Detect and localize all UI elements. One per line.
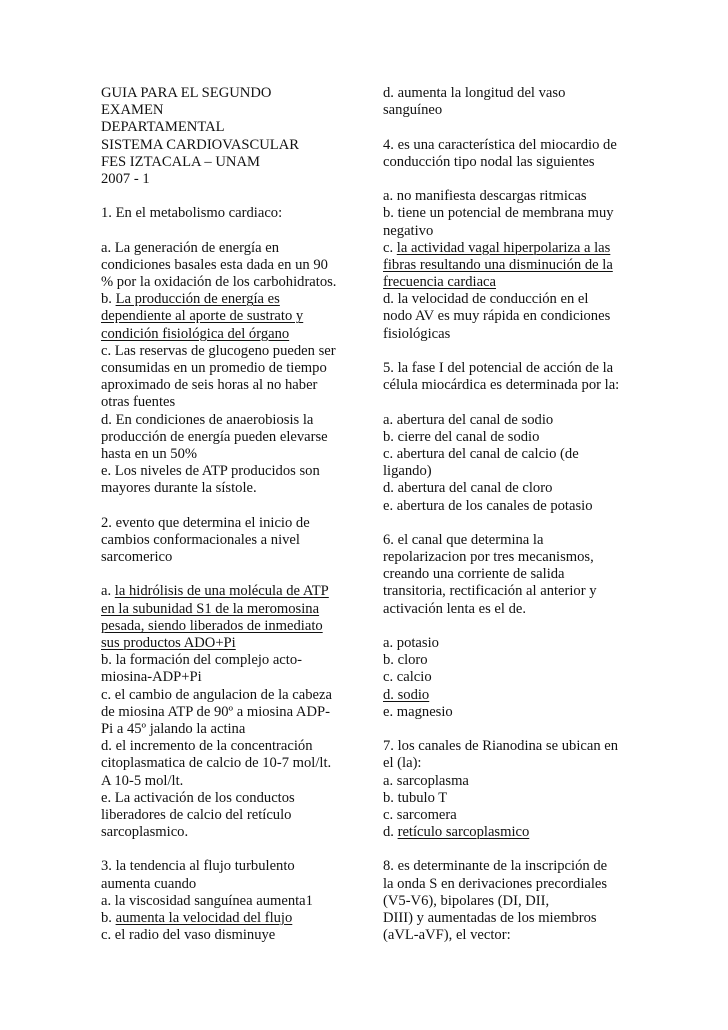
option-prefix: c. (383, 239, 397, 256)
text-line (383, 755, 633, 772)
line-text: 2. evento que determina el inicio de (101, 514, 310, 531)
blank-line (383, 721, 633, 738)
line-text: DEPARTAMENTAL (101, 119, 225, 136)
underlined-answer-text: en la subunidad S1 de la meromosina (101, 600, 320, 617)
line-text: DIII) y aumentadas de los miembros (383, 910, 597, 926)
underlined-answer-text: sus productos ADO+Pi (101, 635, 236, 651)
underlined-answer-text: aumenta la velocidad del flujo (115, 910, 293, 926)
text-line (101, 669, 351, 686)
text-line (101, 171, 351, 188)
text-line (101, 721, 351, 738)
blank-line (383, 618, 633, 635)
text-line (383, 102, 633, 119)
text-line (101, 652, 351, 669)
line-text: c. el radio del vaso disminuye (101, 927, 276, 944)
text-line (383, 291, 633, 308)
line-text: b. tiene un potencial de membrana muy (383, 205, 614, 222)
line-text: producción de energía pueden elevarse (101, 428, 328, 445)
line-text: 5. la fase I del potencial de acción de la (383, 360, 614, 376)
text-line (383, 773, 633, 790)
left-text-column (101, 85, 351, 944)
line-text: aproximado de seis horas al no haber (101, 377, 318, 394)
line-text: negativo (383, 222, 434, 239)
line-text: otras fuentes (101, 394, 176, 411)
text-line (101, 635, 351, 652)
text-line (383, 583, 633, 600)
text-line (383, 824, 633, 841)
text-line (383, 377, 633, 394)
blank-line (383, 119, 633, 136)
text-line (383, 429, 633, 446)
line-text: el (la): (383, 755, 422, 772)
line-text: a. sarcoplasma (383, 772, 469, 789)
text-line (383, 807, 633, 824)
line-text: 4. es una característica del miocardio de (383, 136, 617, 153)
text-line (101, 618, 351, 635)
text-line (101, 360, 351, 377)
text-line (101, 343, 351, 360)
text-line (101, 240, 351, 257)
option-prefix: a. (101, 583, 115, 600)
text-line (383, 876, 633, 893)
blank-line (101, 498, 351, 515)
line-text: condiciones basales esta dada en un 90 (101, 256, 328, 273)
line-text: e. abertura de los canales de potasio (383, 497, 593, 514)
line-text: fisiológicas (383, 325, 451, 342)
line-text: d. el incremento de la concentración (101, 738, 313, 755)
text-line (383, 274, 633, 291)
text-line (383, 154, 633, 171)
text-line (101, 807, 351, 824)
line-text: A 10-5 mol/lt. (101, 772, 184, 789)
line-text: miosina-ADP+Pi (101, 669, 202, 686)
line-text: e. La activación de los conductos (101, 789, 295, 806)
text-line (101, 154, 351, 171)
line-text: sarcomerico (101, 549, 173, 566)
underlined-answer-text: la hidrólisis de una molécula de ATP (114, 583, 329, 600)
line-text: sarcoplasmico. (101, 824, 189, 841)
text-line (383, 669, 633, 686)
text-line (101, 463, 351, 480)
text-line (383, 790, 633, 807)
line-text: nodo AV es muy rápida en condiciones (383, 308, 611, 325)
text-line (383, 498, 633, 515)
line-text: mayores durante la sístole. (101, 480, 257, 497)
line-text: consumidas en un promedio de tiempo (101, 360, 327, 376)
line-text: FES IZTACALA – UNAM (101, 153, 260, 170)
line-text: transitoria, rectificación al anterior y (383, 583, 597, 600)
text-line (101, 85, 351, 102)
text-line (383, 137, 633, 154)
text-line (101, 910, 351, 927)
underlined-answer-text: La producción de energía es (115, 291, 280, 308)
text-line (383, 910, 633, 927)
line-text: d. abertura del canal de cloro (383, 480, 553, 497)
line-text: (V5-V6), bipolares (DI, DII, (383, 892, 550, 909)
line-text: EXAMEN (101, 102, 164, 119)
blank-line (101, 223, 351, 240)
line-text: activación lenta es el de. (383, 600, 527, 617)
blank-line (383, 343, 633, 360)
line-text: a. no manifiesta descargas ritmicas (383, 188, 587, 205)
blank-line (101, 566, 351, 583)
text-line (383, 687, 633, 704)
line-text: Pi a 45º jalando la actina (101, 720, 246, 737)
text-line (383, 601, 633, 618)
text-line (383, 360, 633, 377)
text-line (101, 790, 351, 807)
blank-line (383, 394, 633, 411)
line-text: la onda S en derivaciones precordiales (383, 875, 608, 892)
text-line (101, 532, 351, 549)
text-line (101, 601, 351, 618)
text-line (383, 446, 633, 463)
text-line (101, 858, 351, 875)
line-text: 2007 - 1 (101, 170, 150, 187)
text-line (101, 291, 351, 308)
line-text: c. Las reservas de glucogeno pueden ser (101, 342, 336, 359)
text-line (101, 377, 351, 394)
text-line (383, 463, 633, 480)
text-line (383, 532, 633, 549)
underlined-answer-text: d. sodio (383, 686, 430, 703)
underlined-answer-text: retículo sarcoplasmico (397, 824, 530, 841)
text-line (101, 549, 351, 566)
underlined-answer-text: condición fisiológica del órgano (101, 325, 290, 342)
text-line (101, 704, 351, 721)
text-line (383, 412, 633, 429)
text-line (101, 927, 351, 944)
line-text: liberadores de calcio del retículo (101, 806, 292, 823)
line-text: 7. los canales de Rianodina se ubican en (383, 738, 619, 755)
text-line (101, 429, 351, 446)
line-text: SISTEMA CARDIOVASCULAR (101, 136, 299, 153)
text-line (101, 738, 351, 755)
text-line (101, 755, 351, 772)
text-line (101, 773, 351, 790)
blank-line (101, 841, 351, 858)
text-line (101, 446, 351, 463)
line-text: b. cloro (383, 652, 428, 669)
text-line (101, 893, 351, 910)
text-line (101, 480, 351, 497)
line-text: d. En condiciones de anaerobiosis la (101, 411, 314, 428)
text-line (383, 240, 633, 257)
line-text: e. magnesio (383, 703, 453, 720)
line-text: % por la oxidación de los carbohidratos. (101, 274, 337, 291)
line-text: c. el cambio de angulacion de la cabeza (101, 686, 332, 703)
line-text: c. calcio (383, 669, 432, 686)
line-text: d. la velocidad de conducción en el (383, 291, 589, 308)
blank-line (383, 171, 633, 188)
option-prefix: b. (101, 291, 116, 308)
line-text: cambios conformacionales a nivel (101, 531, 300, 548)
line-text: d. aumenta la longitud del vaso (383, 85, 566, 101)
text-line (383, 85, 633, 102)
underlined-answer-text: fibras resultando una disminución de la (383, 256, 613, 273)
text-line (101, 824, 351, 841)
line-text: a. La generación de energía en (101, 239, 279, 256)
text-line (101, 119, 351, 136)
line-text: c. abertura del canal de calcio (de (383, 445, 579, 462)
text-line (101, 412, 351, 429)
text-line (383, 480, 633, 497)
text-line (383, 704, 633, 721)
text-line (383, 927, 633, 944)
text-line (383, 188, 633, 205)
line-text: repolarizacion por tres mecanismos, (383, 549, 594, 566)
option-prefix: b. (101, 910, 116, 926)
blank-line (383, 515, 633, 532)
text-line (383, 858, 633, 875)
line-text: a. abertura del canal de sodio (383, 411, 554, 428)
text-line (101, 257, 351, 274)
text-line (383, 652, 633, 669)
text-line (101, 274, 351, 291)
text-line (101, 308, 351, 325)
line-text: conducción tipo nodal las siguientes (383, 153, 595, 170)
text-line (383, 205, 633, 222)
line-text: e. Los niveles de ATP producidos son (101, 463, 320, 480)
text-line (383, 738, 633, 755)
line-text: 8. es determinante de la inscripción de (383, 858, 608, 875)
line-text: de miosina ATP de 90º a miosina ADP- (101, 703, 330, 720)
underlined-answer-text: frecuencia cardiaca (383, 274, 497, 291)
right-text-column (383, 85, 633, 944)
text-line (101, 205, 351, 222)
text-line (101, 137, 351, 154)
text-line (383, 635, 633, 652)
underlined-answer-text: dependiente al aporte de sustrato y (101, 308, 304, 325)
text-line (383, 566, 633, 583)
text-line (383, 549, 633, 566)
underlined-answer-text: la actividad vagal hiperpolariza a las (396, 239, 611, 256)
text-line (101, 102, 351, 119)
text-line (101, 394, 351, 411)
line-text: a. potasio (383, 635, 439, 651)
line-text: (aVL-aVF), el vector: (383, 927, 511, 944)
text-line (383, 308, 633, 325)
text-line (383, 326, 633, 343)
line-text: sanguíneo (383, 102, 443, 119)
blank-line (383, 841, 633, 858)
line-text: citoplasmatica de calcio de 10-7 mol/lt. (101, 755, 332, 772)
line-text: 6. el canal que determina la (383, 531, 544, 548)
line-text: 3. la tendencia al flujo turbulento (101, 858, 295, 875)
blank-line (101, 188, 351, 205)
line-text: b. cierre del canal de sodio (383, 428, 540, 445)
text-line (101, 515, 351, 532)
line-text: ligando) (383, 463, 432, 480)
text-line (101, 687, 351, 704)
option-prefix: d. (383, 824, 398, 841)
line-text: célula miocárdica es determinada por la: (383, 377, 620, 394)
text-line (101, 876, 351, 893)
line-text: a. la viscosidad sanguínea aumenta1 (101, 892, 313, 909)
line-text: GUIA PARA EL SEGUNDO (101, 85, 272, 101)
line-text: 1. En el metabolismo cardiaco: (101, 205, 283, 222)
line-text: aumenta cuando (101, 875, 197, 892)
line-text: c. sarcomera (383, 806, 457, 823)
line-text: b. la formación del complejo acto- (101, 652, 302, 669)
line-text: creando una corriente de salida (383, 566, 565, 583)
text-line (101, 583, 351, 600)
text-line (101, 326, 351, 343)
line-text: hasta en un 50% (101, 445, 198, 462)
text-line (383, 893, 633, 910)
text-line (383, 223, 633, 240)
underlined-answer-text: pesada, siendo liberados de inmediato (101, 617, 323, 634)
text-line (383, 257, 633, 274)
line-text: b. tubulo T (383, 789, 448, 806)
